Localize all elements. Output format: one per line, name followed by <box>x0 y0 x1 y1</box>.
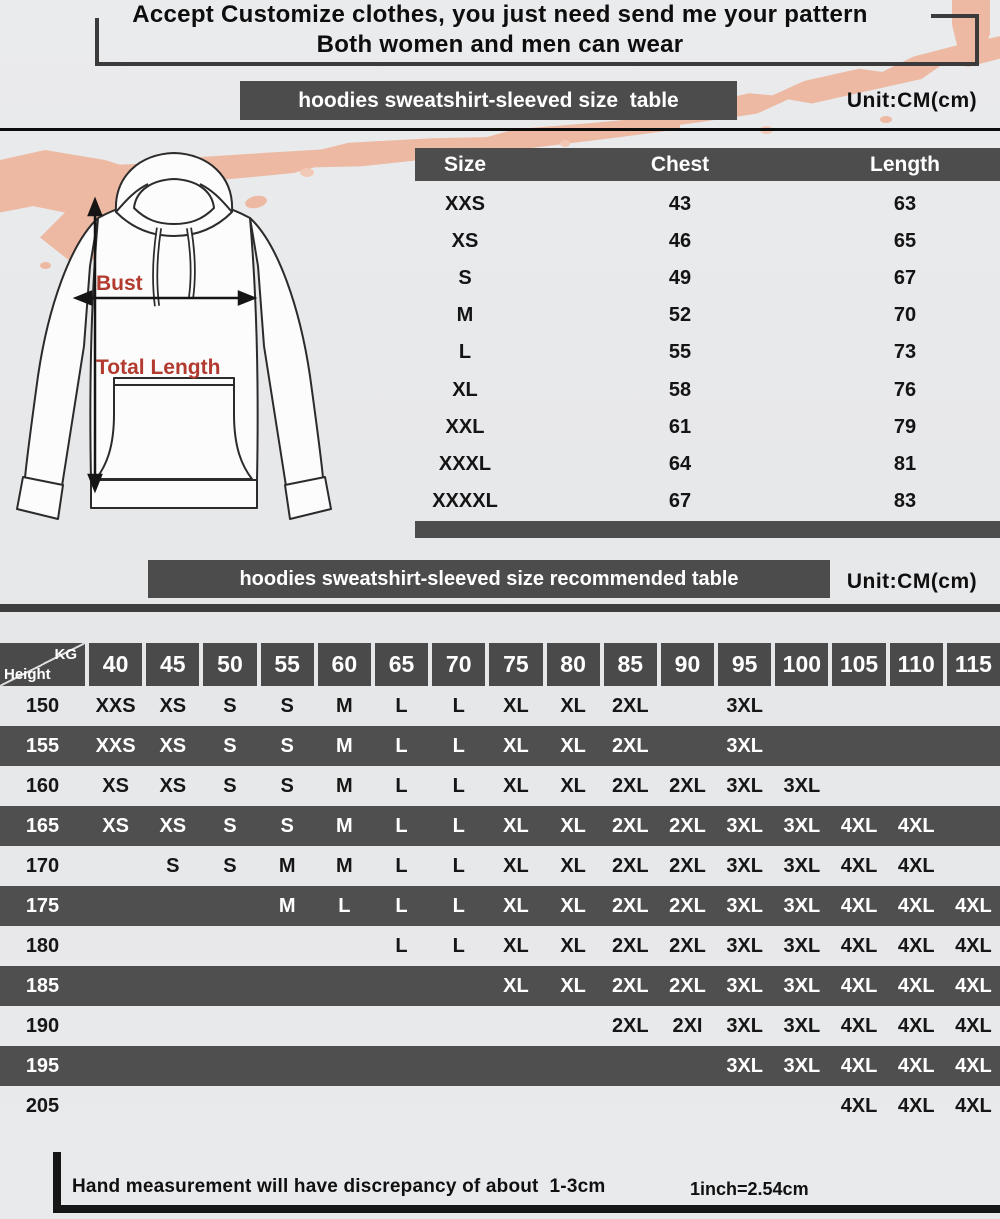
recommended-size-cell: XL <box>503 854 529 877</box>
recommended-size-cell: 4XL <box>840 974 878 997</box>
recommended-size-cell: S <box>223 814 237 837</box>
recommended-size-cell: L <box>452 774 465 797</box>
recommended-size-cell: L <box>452 934 465 957</box>
size-table-row <box>415 260 1000 297</box>
size-table-cell: 55 <box>668 341 692 364</box>
recommended-size-cell: XL <box>560 814 586 837</box>
weight-header-cell: 45 <box>146 643 199 686</box>
banner-text <box>0 0 1000 59</box>
size-table-header <box>415 148 1000 181</box>
weight-header-cell: 110 <box>890 643 943 686</box>
recommended-size-cell: XS <box>102 814 129 837</box>
recommended-size-cell: S <box>223 854 237 877</box>
recommended-size-cell: XL <box>503 974 529 997</box>
recommended-size-cell: 4XL <box>897 1094 935 1117</box>
recommended-size-cell: 4XL <box>897 1054 935 1077</box>
size-table-cell: 46 <box>668 230 692 253</box>
height-label: 150 <box>25 694 60 717</box>
recommended-size-cell: 3XL <box>726 1014 763 1037</box>
weight-header-cell: 70 <box>432 643 485 686</box>
recommended-size-cell: 4XL <box>955 974 992 997</box>
hoodie-hem <box>91 480 257 508</box>
recommended-size-cell: 4XL <box>955 934 992 957</box>
size-table-unit-label: Unit:CM(cm) <box>846 89 978 112</box>
size-table-cell: 79 <box>893 415 917 438</box>
recommended-table-title-bar: hoodies sweatshirt-sleeved size recommended table <box>148 560 830 598</box>
recommended-size-cell: L <box>395 694 408 717</box>
weight-header-cell: 65 <box>375 643 428 686</box>
recommended-size-cell: XS <box>159 694 187 717</box>
col-header-size: Size <box>443 152 487 176</box>
size-table-cell: 52 <box>668 304 692 327</box>
recommended-size-cell: S <box>280 734 294 757</box>
height-label: 165 <box>25 814 60 837</box>
size-table-row <box>415 334 1000 371</box>
weight-header-cell: 85 <box>604 643 657 686</box>
paint-splatter-dot <box>880 116 892 123</box>
recommended-size-cell: 2XL <box>611 734 649 757</box>
height-label: 205 <box>25 1094 60 1117</box>
recommended-size-cell: 3XL <box>726 694 763 717</box>
recommended-size-cell: S <box>280 694 294 717</box>
height-label: 190 <box>25 1014 60 1037</box>
col-header-chest: Chest <box>650 152 710 176</box>
recommended-size-cell: 2XL <box>669 934 706 957</box>
recommended-size-cell: 2XL <box>611 814 649 837</box>
recommended-size-cell: L <box>395 934 408 957</box>
recommended-size-cell: 2XL <box>611 1014 649 1037</box>
recommended-size-cell: M <box>336 774 353 797</box>
weight-header-cell: 60 <box>318 643 371 686</box>
recommended-table-row <box>0 766 1000 806</box>
weight-header-cell: 50 <box>203 643 256 686</box>
recommended-size-cell: 3XL <box>783 1054 821 1077</box>
recommended-size-cell: 4XL <box>955 1054 992 1077</box>
weight-header-cell: 105 <box>832 643 885 686</box>
recommended-size-cell: 4XL <box>840 934 878 957</box>
recommended-table-row <box>0 686 1000 726</box>
recommended-size-cell: S <box>166 854 180 877</box>
recommended-size-cell: 4XL <box>840 1014 878 1037</box>
recommended-table-row <box>0 846 1000 886</box>
recommended-size-cell: 4XL <box>897 1014 935 1037</box>
weight-header-cell: 80 <box>547 643 600 686</box>
size-table-cell: L <box>458 341 472 364</box>
size-table-footer-bar <box>415 521 1000 538</box>
recommended-size-cell: L <box>452 894 465 917</box>
height-label: 175 <box>25 894 60 917</box>
hoodie-right-sleeve <box>250 218 323 486</box>
size-table-cell: 70 <box>893 304 917 327</box>
size-table-cell: 81 <box>893 452 917 475</box>
note-frame-left <box>53 1152 61 1213</box>
recommended-size-cell: XL <box>560 694 586 717</box>
size-table-row <box>415 409 1000 446</box>
recommended-size-cell: L <box>395 894 408 917</box>
hoodie-right-cuff <box>285 477 331 519</box>
recommended-size-cell: 2XL <box>611 934 649 957</box>
recommended-size-cell: M <box>278 894 296 917</box>
divider-line-middle <box>0 604 1000 612</box>
weight-header-cell: 90 <box>661 643 714 686</box>
recommended-size-cell: 3XL <box>783 974 821 997</box>
height-label: 180 <box>25 934 60 957</box>
recommended-size-cell: 2XL <box>611 854 649 877</box>
recommended-size-cell: 4XL <box>840 814 878 837</box>
size-table-cell: 67 <box>668 489 692 512</box>
recommended-size-cell: 4XL <box>897 854 935 877</box>
hoodie-left-cuff <box>17 477 63 519</box>
recommended-size-cell: 4XL <box>955 1014 992 1037</box>
size-table-cell: XXL <box>445 415 485 438</box>
size-table-cell: XL <box>452 378 478 401</box>
hoodie-diagram <box>8 148 340 540</box>
recommended-size-cell: 4XL <box>840 854 878 877</box>
recommended-size-cell: 3XL <box>726 854 763 877</box>
recommended-size-cell: 4XL <box>897 934 935 957</box>
recommended-size-cell: 4XL <box>840 1094 878 1117</box>
recommended-size-cell: 3XL <box>783 774 821 797</box>
recommended-size-table <box>0 643 1000 1126</box>
recommended-table-row <box>0 886 1000 926</box>
recommended-size-cell: M <box>336 814 353 837</box>
recommended-table-row <box>0 926 1000 966</box>
measurement-note: Hand measurement will have discrepancy of about 1-3cm <box>72 1176 606 1197</box>
recommended-size-cell: 3XL <box>783 1014 821 1037</box>
recommended-size-cell: 2XL <box>611 894 649 917</box>
size-table-row <box>415 223 1000 260</box>
recommended-size-cell: 2XL <box>611 974 649 997</box>
recommended-size-cell: S <box>223 734 237 757</box>
weight-header-cell: 115 <box>947 643 1000 686</box>
recommended-table-row <box>0 1046 1000 1086</box>
recommended-size-cell: XL <box>560 894 586 917</box>
recommended-size-cell: 3XL <box>726 934 763 957</box>
hoodie-pocket <box>96 378 252 479</box>
size-table-cell: XXS <box>444 193 486 216</box>
height-label: 170 <box>25 854 60 877</box>
kg-height-corner-cell <box>0 643 85 686</box>
recommended-size-cell: 2XL <box>669 774 706 797</box>
weight-header-row <box>0 643 1000 686</box>
height-label: 185 <box>25 974 60 997</box>
recommended-table-body <box>0 686 1000 1126</box>
size-table-cell: 43 <box>668 193 692 216</box>
recommended-size-cell: M <box>336 734 353 757</box>
recommended-size-cell: 3XL <box>783 934 821 957</box>
size-table-cell: 83 <box>893 489 917 512</box>
recommended-size-cell: XS <box>159 734 187 757</box>
inch-conversion-note: 1inch=2.54cm <box>690 1179 809 1199</box>
recommended-size-cell: L <box>452 694 465 717</box>
paint-splatter-dot <box>560 140 570 147</box>
recommended-table-row <box>0 966 1000 1006</box>
recommended-size-cell: L <box>452 734 465 757</box>
divider-line-top <box>0 128 1000 131</box>
recommended-size-cell: XL <box>560 734 586 757</box>
recommended-size-cell: XL <box>560 774 586 797</box>
size-table-row <box>415 297 1000 334</box>
total-length-arrow-head-top <box>89 200 101 215</box>
recommended-size-cell: 2XL <box>611 694 649 717</box>
size-table-cell: 61 <box>668 415 692 438</box>
size-table-cell: 63 <box>893 193 917 216</box>
size-table-body <box>415 181 1000 520</box>
recommended-size-cell: 3XL <box>726 814 763 837</box>
height-label: 195 <box>25 1054 60 1077</box>
recommended-size-cell: M <box>278 854 296 877</box>
size-table-cell: 49 <box>668 267 692 290</box>
recommended-size-cell: M <box>336 854 353 877</box>
recommended-size-cell: 4XL <box>897 894 935 917</box>
recommended-size-cell: 3XL <box>783 894 821 917</box>
recommended-size-cell: 3XL <box>726 774 763 797</box>
recommended-size-cell: XL <box>560 974 586 997</box>
height-label: 155 <box>25 734 60 757</box>
size-table <box>415 148 1000 538</box>
recommended-size-cell: 2XL <box>669 854 706 877</box>
recommended-size-cell: L <box>395 734 408 757</box>
size-table-cell: 73 <box>893 341 917 364</box>
recommended-size-cell: XL <box>503 894 529 917</box>
recommended-size-cell: S <box>280 774 294 797</box>
recommended-size-cell: L <box>452 854 465 877</box>
banner-line-2: Both women and men can wear <box>316 30 684 58</box>
recommended-size-cell: L <box>452 814 465 837</box>
recommended-size-cell: M <box>336 694 353 717</box>
weight-header-cell: 95 <box>718 643 771 686</box>
recommended-size-cell: L <box>395 814 408 837</box>
recommended-size-cell: XXS <box>95 694 136 717</box>
recommended-size-cell: XL <box>503 814 529 837</box>
recommended-size-cell: L <box>395 774 408 797</box>
recommended-size-cell: S <box>223 774 237 797</box>
recommended-table-row <box>0 1006 1000 1046</box>
size-table-row <box>415 446 1000 483</box>
bust-label: Bust <box>96 272 143 295</box>
weight-header-cell: 40 <box>89 643 142 686</box>
size-table-cell: 65 <box>893 230 917 253</box>
weight-header-cell: 100 <box>775 643 828 686</box>
corner-kg-label: KG <box>54 646 77 663</box>
recommended-size-cell: XXS <box>95 734 136 757</box>
size-table-row <box>415 371 1000 408</box>
size-table-cell: 76 <box>893 378 917 401</box>
recommended-size-cell: 2XI <box>672 1014 703 1037</box>
recommended-size-cell: XS <box>159 814 187 837</box>
recommended-table-row <box>0 1086 1000 1126</box>
hoodie-left-sleeve <box>25 218 98 486</box>
recommended-size-cell: XL <box>560 854 586 877</box>
recommended-size-cell: 3XL <box>783 814 821 837</box>
recommended-size-cell: 3XL <box>726 894 763 917</box>
size-table-cell: XXXXL <box>432 489 498 512</box>
recommended-size-cell: 4XL <box>955 1094 992 1117</box>
corner-height-label: Height <box>4 666 51 683</box>
recommended-size-cell: L <box>395 854 408 877</box>
recommended-size-cell: 3XL <box>783 854 821 877</box>
recommended-size-cell: 2XL <box>669 894 706 917</box>
recommended-table-row <box>0 806 1000 846</box>
recommended-size-cell: 4XL <box>897 814 935 837</box>
recommended-size-cell: XL <box>503 734 529 757</box>
recommended-size-cell: 2XL <box>611 774 649 797</box>
recommended-size-cell: XS <box>159 774 187 797</box>
recommended-size-cell: 4XL <box>955 894 992 917</box>
size-table-cell: S <box>458 267 472 290</box>
col-header-length: Length <box>870 152 940 176</box>
banner-line-1: Accept Customize clothes, you just need send me your pattern <box>132 1 868 28</box>
recommended-size-cell: XL <box>503 694 529 717</box>
note-frame-bottom <box>53 1205 1000 1213</box>
recommended-size-cell: 4XL <box>897 974 935 997</box>
recommended-size-cell: XL <box>503 774 529 797</box>
recommended-size-cell: 2XL <box>669 974 706 997</box>
recommended-table-row <box>0 726 1000 766</box>
weight-header-cell: 75 <box>489 643 542 686</box>
size-table-cell: 67 <box>893 267 917 290</box>
size-table-cell: XS <box>451 230 479 253</box>
size-table-cell: 64 <box>668 452 692 475</box>
recommended-size-cell: L <box>338 894 351 917</box>
size-table-cell: 58 <box>668 378 692 401</box>
size-table-title-bar: hoodies sweatshirt-sleeved size table <box>240 81 737 120</box>
height-label: 160 <box>25 774 60 797</box>
recommended-size-cell: 4XL <box>840 1054 878 1077</box>
size-table-row <box>415 186 1000 223</box>
recommended-size-cell: 3XL <box>726 1054 763 1077</box>
recommended-size-cell: XL <box>560 934 586 957</box>
size-table-cell: M <box>456 304 474 327</box>
size-table-cell: XXXL <box>438 452 492 475</box>
recommended-size-cell: 3XL <box>726 734 763 757</box>
total-length-label: Total Length <box>96 356 221 379</box>
recommended-size-cell: S <box>223 694 237 717</box>
recommended-size-cell: 2XL <box>669 814 706 837</box>
recommended-size-cell: 4XL <box>840 894 878 917</box>
size-table-row <box>415 483 1000 520</box>
weight-header-cell: 55 <box>261 643 314 686</box>
recommended-size-cell: XS <box>102 774 129 797</box>
recommended-table-unit-label: Unit:CM(cm) <box>846 570 978 593</box>
recommended-size-cell: S <box>280 814 294 837</box>
recommended-size-cell: XL <box>503 934 529 957</box>
recommended-size-cell: 3XL <box>726 974 763 997</box>
